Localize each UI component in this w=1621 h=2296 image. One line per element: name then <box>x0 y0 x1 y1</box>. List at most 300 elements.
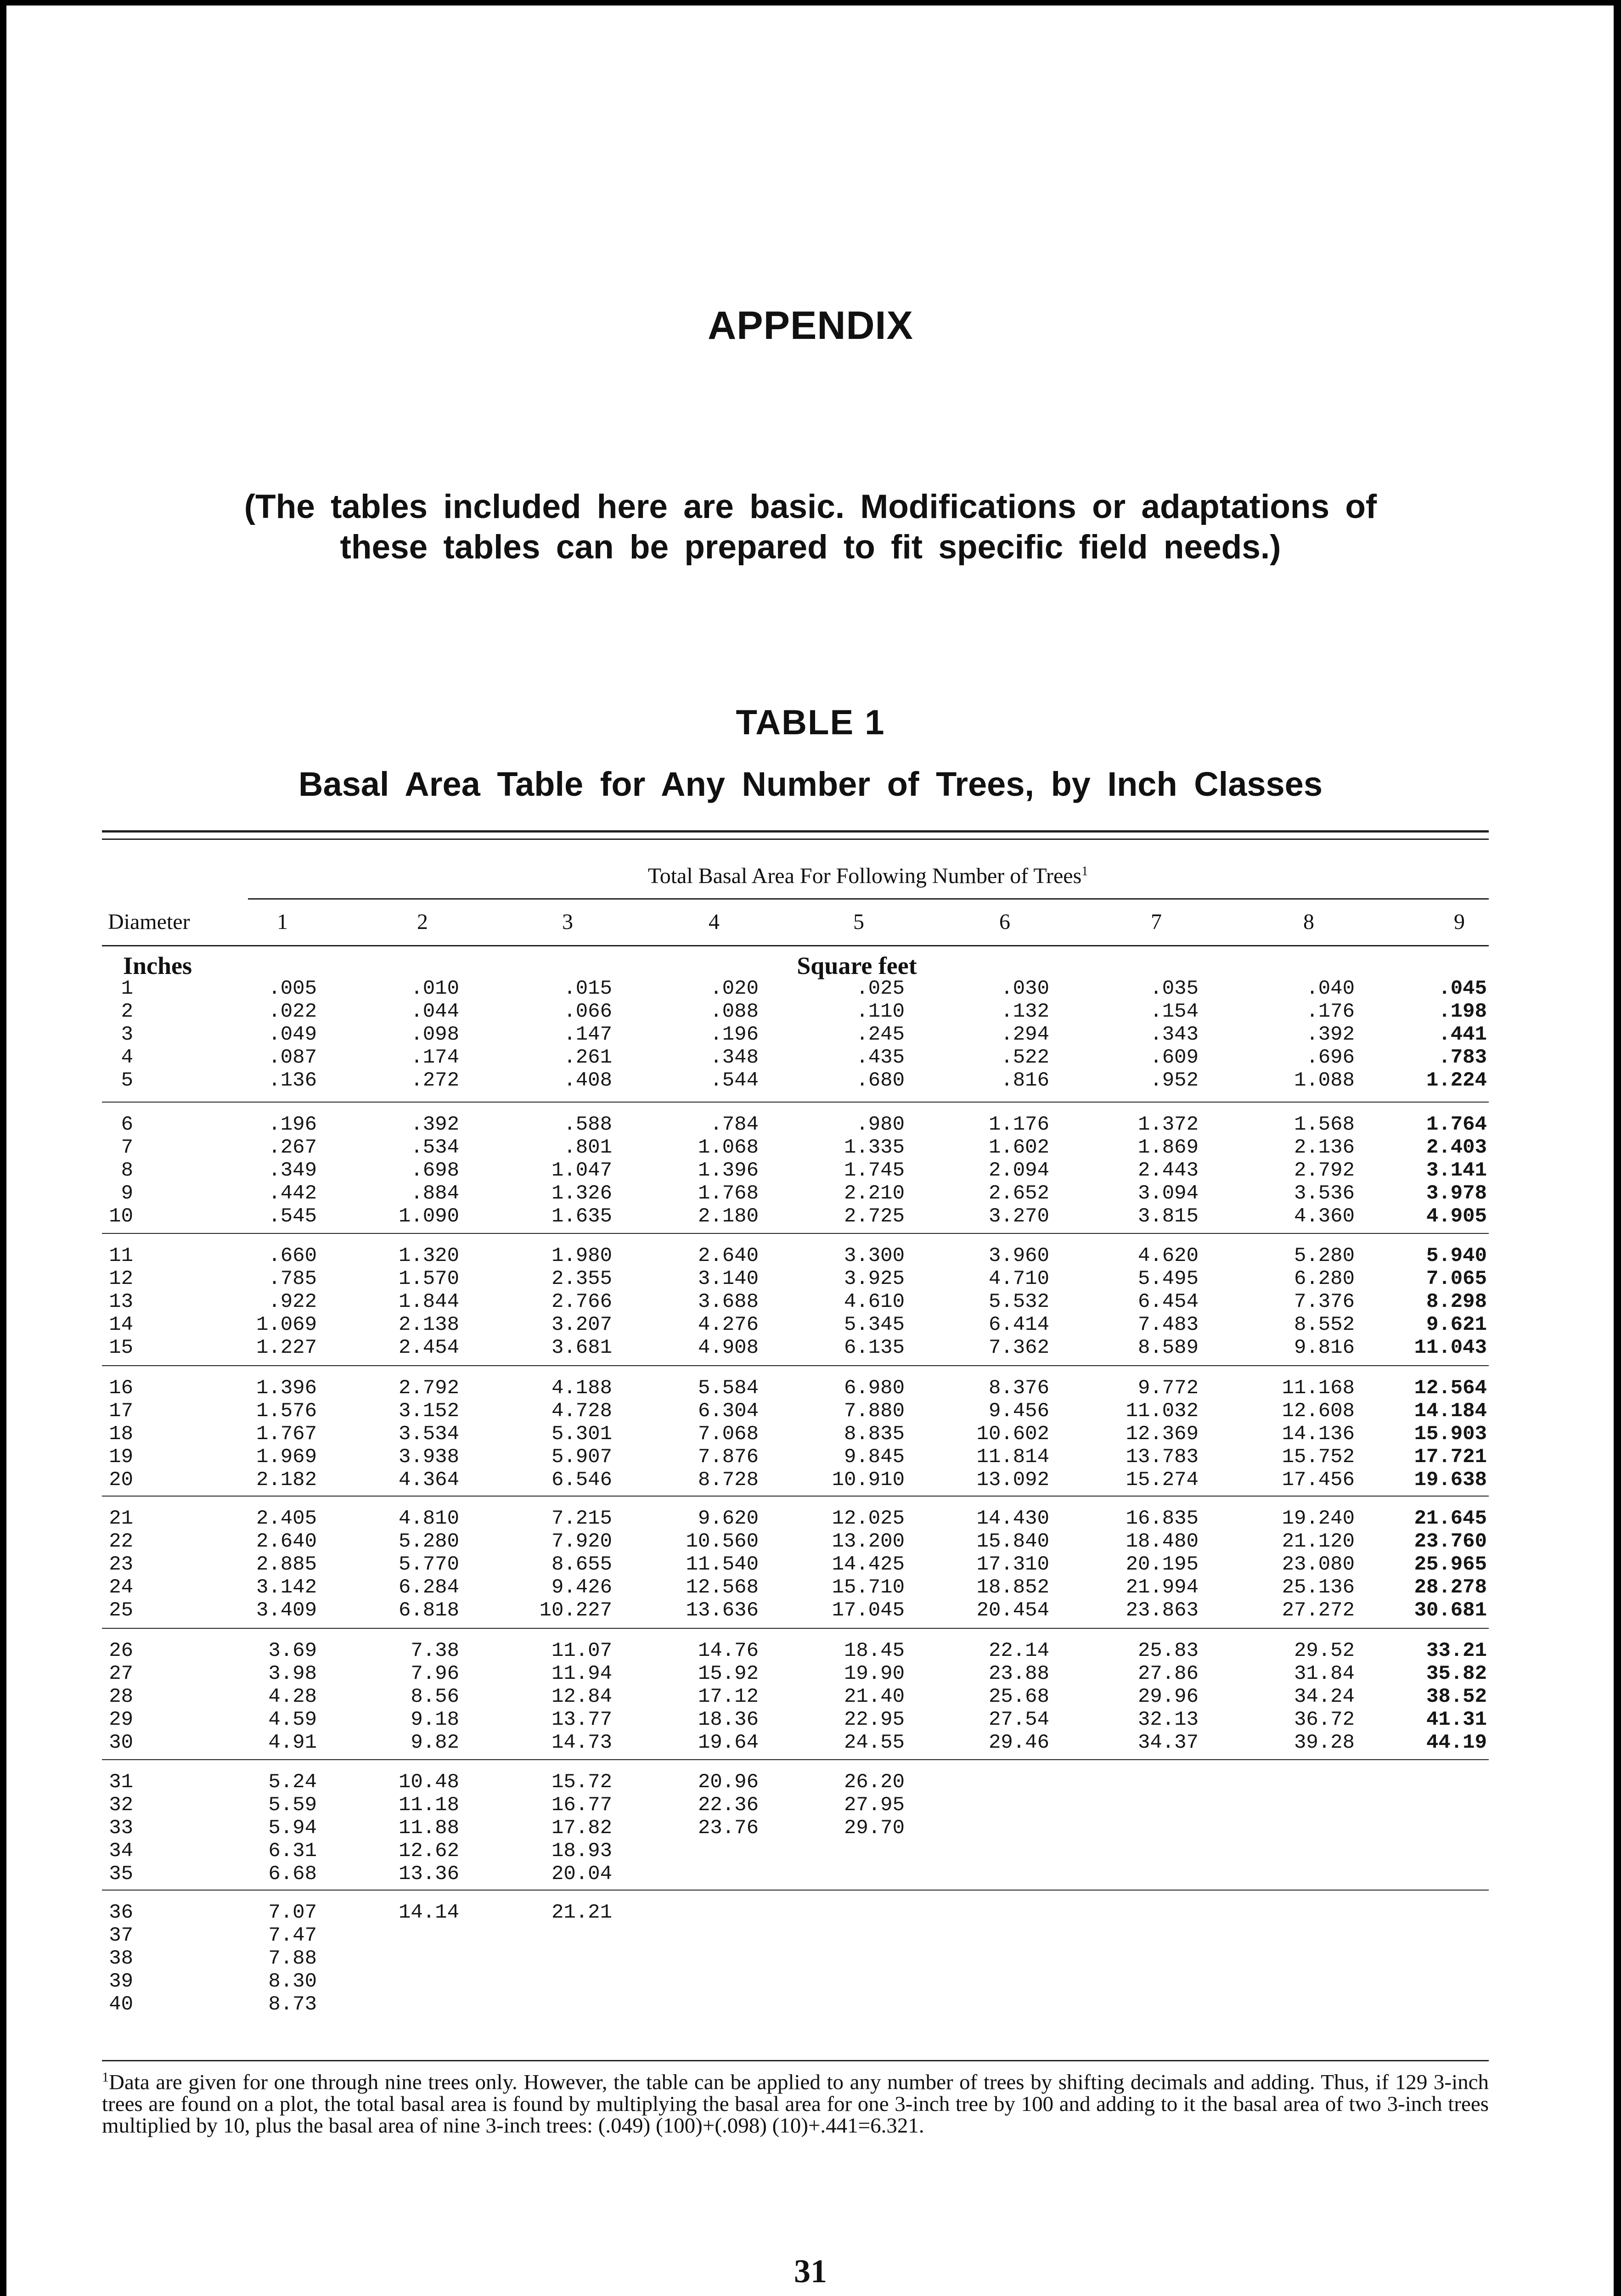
basal-area-cell: 1.764 <box>1426 1113 1487 1136</box>
basal-area-cell: .588 <box>563 1113 612 1136</box>
basal-area-cell: .609 <box>1150 1046 1199 1069</box>
basal-area-cell: 17.12 <box>698 1685 759 1708</box>
basal-area-cell: 9.816 <box>1294 1336 1355 1359</box>
basal-area-cell: 4.28 <box>268 1685 317 1708</box>
diameter-cell: 12 <box>109 1267 133 1290</box>
basal-area-cell: 3.978 <box>1426 1182 1487 1205</box>
diameter-cell: 2 <box>121 1000 133 1023</box>
basal-area-cell: .044 <box>411 1000 459 1023</box>
basal-area-cell: .045 <box>1438 977 1487 1000</box>
basal-area-cell: 6.68 <box>268 1863 317 1885</box>
basal-area-cell: .245 <box>856 1023 905 1046</box>
basal-area-cell: 2.094 <box>988 1159 1049 1182</box>
basal-area-cell: 21.994 <box>1126 1576 1199 1599</box>
basal-area-cell: 2.454 <box>398 1336 459 1359</box>
basal-area-cell: 10.602 <box>976 1423 1049 1446</box>
basal-area-cell: 8.73 <box>268 1993 317 2016</box>
basal-area-cell: 15.274 <box>1126 1469 1199 1491</box>
basal-area-cell: 14.76 <box>698 1639 759 1662</box>
diameter-cell: 5 <box>121 1069 133 1092</box>
basal-area-cell: 1.635 <box>551 1205 612 1228</box>
basal-area-cell: 2.210 <box>844 1182 905 1205</box>
basal-area-cell: 5.301 <box>551 1423 612 1446</box>
basal-area-cell: 3.094 <box>1137 1182 1199 1205</box>
basal-area-cell: 11.032 <box>1126 1400 1199 1423</box>
basal-area-cell: 18.36 <box>698 1708 759 1731</box>
basal-area-cell: 27.86 <box>1137 1662 1199 1685</box>
diameter-cell: 38 <box>109 1947 133 1970</box>
basal-area-cell: 15.92 <box>698 1662 759 1685</box>
basal-area-cell: 1.090 <box>398 1205 459 1228</box>
basal-area-cell: .784 <box>710 1113 759 1136</box>
footnote-mark: 1 <box>102 2070 109 2085</box>
intro-line-2: these tables can be prepared to fit specific field needs.) <box>340 529 1281 566</box>
basal-area-cell: 44.19 <box>1426 1731 1487 1754</box>
basal-area-cell: 31.84 <box>1294 1662 1355 1685</box>
basal-area-cell: 5.584 <box>698 1377 759 1400</box>
diameter-cell: 16 <box>109 1377 133 1400</box>
basal-area-cell: .660 <box>268 1244 317 1267</box>
basal-area-cell: 1.570 <box>398 1267 459 1290</box>
diameter-cell: 14 <box>109 1313 133 1336</box>
basal-area-cell: .343 <box>1150 1023 1199 1046</box>
basal-area-cell: 1.844 <box>398 1290 459 1313</box>
basal-area-cell: .801 <box>563 1136 612 1159</box>
span-header-text: Total Basal Area For Following Number of Trees <box>647 864 1082 888</box>
basal-area-cell: 15.840 <box>976 1530 1049 1553</box>
basal-area-cell: .392 <box>411 1113 459 1136</box>
basal-area-cell: 25.136 <box>1282 1576 1355 1599</box>
basal-area-cell: 3.688 <box>698 1290 759 1313</box>
basal-area-cell: 25.83 <box>1137 1639 1199 1662</box>
basal-area-cell: .980 <box>856 1113 905 1136</box>
basal-area-cell: 29.96 <box>1137 1685 1199 1708</box>
basal-area-cell: 22.95 <box>844 1708 905 1731</box>
basal-area-cell: 34.37 <box>1137 1731 1199 1754</box>
basal-area-cell: 20.195 <box>1126 1553 1199 1576</box>
basal-area-cell: .785 <box>268 1267 317 1290</box>
basal-area-cell: 7.07 <box>268 1901 317 1924</box>
basal-area-cell: 1.068 <box>698 1136 759 1159</box>
basal-area-cell: .049 <box>268 1023 317 1046</box>
basal-area-cell: 4.188 <box>551 1377 612 1400</box>
column-header-trees-8: 8 <box>1303 910 1314 934</box>
basal-area-cell: 8.589 <box>1137 1336 1199 1359</box>
basal-area-cell: .196 <box>268 1113 317 1136</box>
basal-area-cell: 1.768 <box>698 1182 759 1205</box>
group-divider-rule <box>102 1233 1489 1234</box>
basal-area-cell: 11.814 <box>976 1446 1049 1469</box>
basal-area-cell: .267 <box>268 1136 317 1159</box>
basal-area-cell: .348 <box>710 1046 759 1069</box>
basal-area-cell: 9.772 <box>1137 1377 1199 1400</box>
diameter-cell: 33 <box>109 1817 133 1840</box>
diameter-cell: 36 <box>109 1901 133 1924</box>
basal-area-cell: 1.326 <box>551 1182 612 1205</box>
group-divider-rule <box>102 1496 1489 1497</box>
basal-area-cell: 1.227 <box>256 1336 317 1359</box>
diameter-cell: 13 <box>109 1290 133 1313</box>
diameter-cell: 18 <box>109 1423 133 1446</box>
basal-area-cell: 33.21 <box>1426 1639 1487 1662</box>
basal-area-cell: 22.14 <box>988 1639 1049 1662</box>
diameter-cell: 28 <box>109 1685 133 1708</box>
diameter-cell: 39 <box>109 1970 133 1993</box>
basal-area-cell: 17.82 <box>551 1817 612 1840</box>
basal-area-cell: 26.20 <box>844 1771 905 1794</box>
basal-area-cell: 4.620 <box>1137 1244 1199 1267</box>
basal-area-cell: .783 <box>1438 1046 1487 1069</box>
diameter-cell: 10 <box>109 1205 133 1228</box>
basal-area-cell: 35.82 <box>1426 1662 1487 1685</box>
basal-area-cell: 15.72 <box>551 1771 612 1794</box>
basal-area-cell: 4.728 <box>551 1400 612 1423</box>
basal-area-cell: .176 <box>1306 1000 1355 1023</box>
basal-area-cell: 10.910 <box>832 1469 905 1491</box>
basal-area-cell: 30.681 <box>1414 1599 1487 1622</box>
basal-area-cell: .136 <box>268 1069 317 1092</box>
basal-area-cell: 21.40 <box>844 1685 905 1708</box>
basal-area-cell: 6.135 <box>844 1336 905 1359</box>
footnote-text: Data are given for one through nine trees only. However, the table can be applied to any number of trees by shifting decimals and adding. Thus, if 129 3-inch trees are found on a plot, the total basal area is found by multiplying the basal area for one 3-inch tree by 100 and adding to it the basal area of two 3-inch trees multiplied by 10, plus the basal area of nine 3-inch trees: (.049) (100)+(.098) (10)+.441=6.321. <box>102 2070 1489 2138</box>
basal-area-cell: 20.454 <box>976 1599 1049 1622</box>
basal-area-cell: 7.068 <box>698 1423 759 1446</box>
basal-area-cell: .261 <box>563 1046 612 1069</box>
basal-area-cell: 4.59 <box>268 1708 317 1731</box>
diameter-cell: 26 <box>109 1639 133 1662</box>
basal-area-cell: .022 <box>268 1000 317 1023</box>
basal-area-cell: 3.270 <box>988 1205 1049 1228</box>
basal-area-cell: 6.280 <box>1294 1267 1355 1290</box>
basal-area-cell: 14.430 <box>976 1507 1049 1530</box>
basal-area-cell: 29.70 <box>844 1817 905 1840</box>
basal-area-cell: .952 <box>1150 1069 1199 1092</box>
basal-area-cell: 20.04 <box>551 1863 612 1885</box>
basal-area-cell: 21.120 <box>1282 1530 1355 1553</box>
basal-area-cell: 23.88 <box>988 1662 1049 1685</box>
basal-area-cell: .442 <box>268 1182 317 1205</box>
basal-area-cell: 1.372 <box>1137 1113 1199 1136</box>
basal-area-cell: 19.240 <box>1282 1507 1355 1530</box>
basal-area-cell: .110 <box>856 1000 905 1023</box>
basal-area-cell: 12.369 <box>1126 1423 1199 1446</box>
basal-area-cell: 1.224 <box>1426 1069 1487 1092</box>
basal-area-cell: 3.409 <box>256 1599 317 1622</box>
basal-area-cell: 3.207 <box>551 1313 612 1336</box>
basal-area-cell: 18.93 <box>551 1840 612 1863</box>
basal-area-cell: .015 <box>563 977 612 1000</box>
basal-area-cell: 4.276 <box>698 1313 759 1336</box>
basal-area-cell: 18.852 <box>976 1576 1049 1599</box>
basal-area-cell: .088 <box>710 1000 759 1023</box>
basal-area-cell: 8.56 <box>411 1685 459 1708</box>
basal-area-cell: 34.24 <box>1294 1685 1355 1708</box>
diameter-cell: 23 <box>109 1553 133 1576</box>
basal-area-cell: 29.46 <box>988 1731 1049 1754</box>
basal-area-cell: 15.752 <box>1282 1446 1355 1469</box>
basal-area-cell: 25.965 <box>1414 1553 1487 1576</box>
basal-area-cell: 5.59 <box>268 1794 317 1817</box>
basal-area-cell: 17.721 <box>1414 1446 1487 1469</box>
basal-area-cell: 17.310 <box>976 1553 1049 1576</box>
diameter-cell: 30 <box>109 1731 133 1754</box>
group-divider-rule <box>102 1759 1489 1760</box>
basal-area-cell: 1.176 <box>988 1113 1049 1136</box>
basal-area-cell: 29.52 <box>1294 1639 1355 1662</box>
basal-area-cell: 24.55 <box>844 1731 905 1754</box>
basal-area-cell: 16.835 <box>1126 1507 1199 1530</box>
basal-area-cell: 4.610 <box>844 1290 905 1313</box>
basal-area-cell: 10.227 <box>539 1599 612 1622</box>
group-divider-rule <box>102 1890 1489 1891</box>
diameter-cell: 31 <box>109 1771 133 1794</box>
basal-area-cell: 14.14 <box>398 1901 459 1924</box>
basal-area-cell: 21.21 <box>551 1901 612 1924</box>
appendix-title: APPENDIX <box>708 304 913 348</box>
basal-area-cell: 1.335 <box>844 1136 905 1159</box>
basal-area-cell: 38.52 <box>1426 1685 1487 1708</box>
column-header-trees-1: 1 <box>277 910 288 934</box>
diameter-cell: 27 <box>109 1662 133 1685</box>
basal-area-cell: 6.546 <box>551 1469 612 1491</box>
basal-area-cell: 9.456 <box>988 1400 1049 1423</box>
basal-area-cell: 15.710 <box>832 1576 905 1599</box>
table-bottom-rule <box>102 2060 1489 2061</box>
area-unit-label: Square feet <box>797 952 917 979</box>
basal-area-cell: .010 <box>411 977 459 1000</box>
basal-area-cell: 11.18 <box>398 1794 459 1817</box>
basal-area-cell: 3.815 <box>1137 1205 1199 1228</box>
basal-area-cell: 12.84 <box>551 1685 612 1708</box>
intro-line-1: (The tables included here are basic. Modifications or adaptations of <box>244 488 1377 525</box>
basal-area-cell: .294 <box>1001 1023 1049 1046</box>
basal-area-cell: 13.36 <box>398 1863 459 1885</box>
basal-area-cell: 3.300 <box>844 1244 905 1267</box>
basal-area-cell: 2.640 <box>256 1530 317 1553</box>
basal-area-cell: 6.284 <box>398 1576 459 1599</box>
basal-area-cell: 1.320 <box>398 1244 459 1267</box>
basal-area-cell: 3.141 <box>1426 1159 1487 1182</box>
basal-area-cell: 2.792 <box>1294 1159 1355 1182</box>
basal-area-cell: 5.345 <box>844 1313 905 1336</box>
basal-area-cell: 2.403 <box>1426 1136 1487 1159</box>
basal-area-cell: .349 <box>268 1159 317 1182</box>
basal-area-cell: 2.652 <box>988 1182 1049 1205</box>
basal-area-cell: 10.560 <box>686 1530 759 1553</box>
diameter-cell: 22 <box>109 1530 133 1553</box>
basal-area-cell: 9.82 <box>411 1731 459 1754</box>
basal-area-cell: 13.77 <box>551 1708 612 1731</box>
basal-area-cell: 2.766 <box>551 1290 612 1313</box>
basal-area-cell: 19.638 <box>1414 1469 1487 1491</box>
basal-area-cell: 19.64 <box>698 1731 759 1754</box>
basal-area-cell: 10.48 <box>398 1771 459 1794</box>
diameter-cell: 9 <box>121 1182 133 1205</box>
basal-area-cell: .154 <box>1150 1000 1199 1023</box>
column-header-trees-7: 7 <box>1151 910 1162 934</box>
basal-area-cell: 2.640 <box>698 1244 759 1267</box>
basal-area-cell: 3.152 <box>398 1400 459 1423</box>
basal-area-cell: 7.362 <box>988 1336 1049 1359</box>
basal-area-cell: 6.454 <box>1137 1290 1199 1313</box>
basal-area-cell: .087 <box>268 1046 317 1069</box>
basal-area-cell: 8.655 <box>551 1553 612 1576</box>
basal-area-cell: 27.95 <box>844 1794 905 1817</box>
basal-area-cell: 14.425 <box>832 1553 905 1576</box>
basal-area-cell: 16.77 <box>551 1794 612 1817</box>
basal-area-cell: 3.681 <box>551 1336 612 1359</box>
basal-area-cell: 2.885 <box>256 1553 317 1576</box>
basal-area-cell: 14.73 <box>551 1731 612 1754</box>
diameter-cell: 15 <box>109 1336 133 1359</box>
basal-area-cell: 9.620 <box>698 1507 759 1530</box>
basal-area-cell: 25.68 <box>988 1685 1049 1708</box>
basal-area-cell: 7.920 <box>551 1530 612 1553</box>
basal-area-cell: 7.88 <box>268 1947 317 1970</box>
basal-area-cell: 3.960 <box>988 1244 1049 1267</box>
basal-area-cell: 9.18 <box>411 1708 459 1731</box>
basal-area-cell: 1.969 <box>256 1446 317 1469</box>
basal-area-cell: 23.863 <box>1126 1599 1199 1622</box>
basal-area-cell: 5.280 <box>398 1530 459 1553</box>
basal-area-cell: .522 <box>1001 1046 1049 1069</box>
basal-area-cell: 2.138 <box>398 1313 459 1336</box>
basal-area-cell: 4.91 <box>268 1731 317 1754</box>
basal-area-cell: 5.94 <box>268 1817 317 1840</box>
basal-area-cell: 20.96 <box>698 1771 759 1794</box>
basal-area-cell: 28.278 <box>1414 1576 1487 1599</box>
basal-area-cell: 39.28 <box>1294 1731 1355 1754</box>
basal-area-cell: 3.69 <box>268 1639 317 1662</box>
basal-area-cell: 2.792 <box>398 1377 459 1400</box>
basal-area-cell: 9.621 <box>1426 1313 1487 1336</box>
basal-area-cell: 12.62 <box>398 1840 459 1863</box>
basal-area-cell: 5.907 <box>551 1446 612 1469</box>
basal-area-cell: 11.94 <box>551 1662 612 1685</box>
footnote <box>102 2066 1489 2137</box>
diameter-cell: 7 <box>121 1136 133 1159</box>
basal-area-cell: 1.396 <box>256 1377 317 1400</box>
basal-area-cell: 2.182 <box>256 1469 317 1491</box>
table-number: TABLE 1 <box>736 703 885 742</box>
basal-area-cell: 8.552 <box>1294 1313 1355 1336</box>
basal-area-cell: 23.760 <box>1414 1530 1487 1553</box>
diameter-cell: 35 <box>109 1863 133 1885</box>
diameter-cell: 37 <box>109 1924 133 1947</box>
diameter-cell: 1 <box>121 977 133 1000</box>
basal-area-cell: 1.869 <box>1137 1136 1199 1159</box>
column-header-trees-3: 3 <box>562 910 573 934</box>
basal-area-cell: 12.568 <box>686 1576 759 1599</box>
basal-area-cell: 1.980 <box>551 1244 612 1267</box>
basal-area-cell: .174 <box>411 1046 459 1069</box>
basal-area-cell: 27.272 <box>1282 1599 1355 1622</box>
basal-area-cell: 3.938 <box>398 1446 459 1469</box>
basal-area-cell: .020 <box>710 977 759 1000</box>
basal-area-cell: 13.636 <box>686 1599 759 1622</box>
basal-area-cell: 6.414 <box>988 1313 1049 1336</box>
basal-area-cell: 7.96 <box>411 1662 459 1685</box>
basal-area-cell: 11.07 <box>551 1639 612 1662</box>
basal-area-cell: 3.925 <box>844 1267 905 1290</box>
basal-area-cell: 1.047 <box>551 1159 612 1182</box>
basal-area-cell: 36.72 <box>1294 1708 1355 1731</box>
basal-area-cell: 4.360 <box>1294 1205 1355 1228</box>
basal-area-cell: 1.745 <box>844 1159 905 1182</box>
basal-area-cell: 13.783 <box>1126 1446 1199 1469</box>
column-header-trees-2: 2 <box>417 910 428 934</box>
basal-area-cell: 1.576 <box>256 1400 317 1423</box>
basal-area-cell: .030 <box>1001 977 1049 1000</box>
basal-area-cell: 5.495 <box>1137 1267 1199 1290</box>
diameter-cell: 6 <box>121 1113 133 1136</box>
basal-area-cell: .534 <box>411 1136 459 1159</box>
basal-area-cell: 23.080 <box>1282 1553 1355 1576</box>
basal-area-cell: 8.835 <box>844 1423 905 1446</box>
basal-area-cell: 7.376 <box>1294 1290 1355 1313</box>
basal-area-cell: 8.298 <box>1426 1290 1487 1313</box>
basal-area-cell: 2.355 <box>551 1267 612 1290</box>
basal-area-cell: .025 <box>856 977 905 1000</box>
diameter-cell: 25 <box>109 1599 133 1622</box>
basal-area-cell: 3.142 <box>256 1576 317 1599</box>
basal-area-cell: 2.180 <box>698 1205 759 1228</box>
basal-area-cell: 17.045 <box>832 1599 905 1622</box>
diameter-cell: 17 <box>109 1400 133 1423</box>
basal-area-cell: 2.405 <box>256 1507 317 1530</box>
group-divider-rule <box>102 1102 1489 1103</box>
basal-area-cell: 19.90 <box>844 1662 905 1685</box>
basal-area-cell: 1.396 <box>698 1159 759 1182</box>
basal-area-cell: 5.940 <box>1426 1244 1487 1267</box>
column-header-trees-9: 9 <box>1454 910 1465 934</box>
basal-area-cell: 5.532 <box>988 1290 1049 1313</box>
basal-area-cell: .441 <box>1438 1023 1487 1046</box>
basal-area-cell: 41.31 <box>1426 1708 1487 1731</box>
basal-area-cell: 12.564 <box>1414 1377 1487 1400</box>
basal-area-cell: .147 <box>563 1023 612 1046</box>
basal-area-cell: 8.376 <box>988 1377 1049 1400</box>
basal-area-cell: 7.215 <box>551 1507 612 1530</box>
basal-area-cell: 14.136 <box>1282 1423 1355 1446</box>
diameter-cell: 4 <box>121 1046 133 1069</box>
basal-area-cell: .698 <box>411 1159 459 1182</box>
basal-area-cell: 11.168 <box>1282 1377 1355 1400</box>
basal-area-cell: 4.364 <box>398 1469 459 1491</box>
column-header-diameter: Diameter <box>108 910 190 934</box>
basal-area-cell: 14.184 <box>1414 1400 1487 1423</box>
basal-area-cell: 2.136 <box>1294 1136 1355 1159</box>
basal-area-cell: 11.88 <box>398 1817 459 1840</box>
basal-area-cell: .272 <box>411 1069 459 1092</box>
basal-area-cell: .198 <box>1438 1000 1487 1023</box>
basal-area-cell: .545 <box>268 1205 317 1228</box>
basal-area-cell: 32.13 <box>1137 1708 1199 1731</box>
basal-area-cell: 12.025 <box>832 1507 905 1530</box>
basal-area-cell: 3.140 <box>698 1267 759 1290</box>
basal-area-cell: .392 <box>1306 1023 1355 1046</box>
basal-area-cell: 5.280 <box>1294 1244 1355 1267</box>
basal-area-cell: 2.725 <box>844 1205 905 1228</box>
diameter-unit-label: Inches <box>123 952 192 979</box>
basal-area-cell: 6.980 <box>844 1377 905 1400</box>
basal-area-cell: .408 <box>563 1069 612 1092</box>
basal-area-cell: .005 <box>268 977 317 1000</box>
page-number: 31 <box>794 2253 827 2290</box>
basal-area-cell: 27.54 <box>988 1708 1049 1731</box>
basal-area-cell: 6.818 <box>398 1599 459 1622</box>
basal-area-cell: .922 <box>268 1290 317 1313</box>
